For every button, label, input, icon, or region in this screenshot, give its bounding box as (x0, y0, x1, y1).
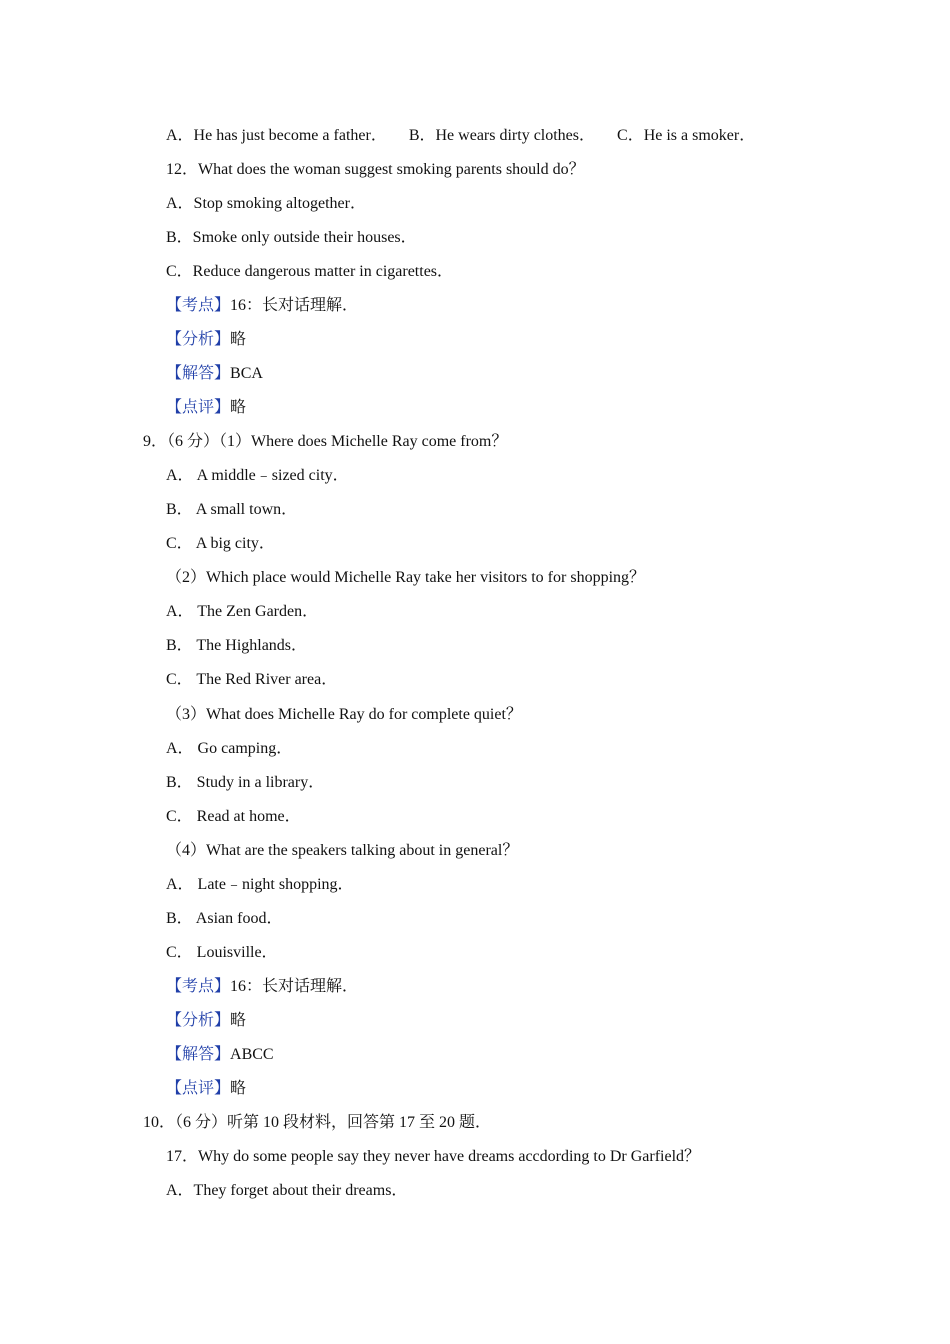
q9-4-option-b: B． Asian food． (166, 910, 283, 927)
fenxi-line (166, 330, 246, 350)
option-c: C．He is a smoker． (617, 127, 756, 144)
option-a: A．He has just become a father． (166, 127, 387, 144)
q9-jieda-line (166, 1045, 274, 1065)
jieda-tag: 【解答】 (166, 1046, 231, 1063)
q9-1-option-c: C． A big city． (166, 535, 275, 552)
q9-fenxi-line (166, 1011, 246, 1031)
q9-2-option-c: C． The Red River area． (166, 671, 338, 688)
kaodian-tag: 【考点】 (166, 978, 231, 995)
q11-options-row (166, 126, 755, 146)
q9-4-option-a: A． Late﹣night shopping． (166, 876, 354, 893)
kaodian-text: 16：长对话理解． (230, 297, 359, 314)
q12-option-a: A．Stop smoking altogether． (166, 195, 366, 212)
q9-3-option-c: C． Read at home． (166, 808, 301, 825)
kaodian-tag: 【考点】 (166, 297, 231, 314)
dianping-text: 略 (230, 1080, 247, 1097)
jieda-text: ABCC (230, 1046, 274, 1063)
dianping-line (166, 398, 246, 418)
q12-question: 12．What does the woman suggest smoking parents should do？ (166, 161, 585, 178)
fenxi-tag: 【分析】 (166, 1012, 231, 1029)
q17-question: 17．Why do some people say they never have dreams accdording to Dr Garfield？ (166, 1148, 701, 1165)
q9-3-option-b: B． Study in a library． (166, 774, 325, 791)
q9-1-option-b: B． A small town． (166, 501, 298, 518)
kaodian-line (166, 296, 358, 316)
q9-2-question: （2）Which place would Michelle Ray take her visitors to for shopping？ (166, 569, 646, 586)
fenxi-text: 略 (230, 331, 247, 348)
jieda-text: BCA (230, 365, 263, 382)
kaodian-text: 16：长对话理解． (230, 978, 359, 995)
fenxi-text: 略 (230, 1012, 247, 1029)
q9-1-option-a: A． A middle﹣sized city． (166, 467, 349, 484)
q9-3-question: （3）What does Michelle Ray do for complete quiet？ (166, 706, 522, 723)
option-b: B．He wears dirty clothes． (408, 127, 596, 144)
dianping-tag: 【点评】 (166, 1080, 231, 1097)
q10-header: 10．（6 分）听第 10 段材料，回答第 17 至 20 题． (143, 1114, 492, 1131)
jieda-tag: 【解答】 (166, 365, 231, 382)
q9-header: 9．（6 分）（1）Where does Michelle Ray come from？ (143, 433, 508, 450)
q9-4-question: （4）What are the speakers talking about in general？ (166, 842, 519, 859)
q12-option-c: C．Reduce dangerous matter in cigarettes． (166, 263, 454, 280)
q9-kaodian-line (166, 977, 358, 997)
dianping-tag: 【点评】 (166, 399, 231, 416)
q9-3-option-a: A． Go camping． (166, 740, 293, 757)
dianping-text: 略 (230, 399, 247, 416)
q9-4-option-c: C． Louisville． (166, 944, 278, 961)
q9-2-option-a: A． The Zen Garden． (166, 603, 319, 620)
q9-2-option-b: B． The Highlands． (166, 637, 308, 654)
q9-dianping-line (166, 1079, 246, 1099)
q12-option-b: B．Smoke only outside their houses． (166, 229, 417, 246)
q17-option-a: A．They forget about their dreams． (166, 1182, 408, 1199)
fenxi-tag: 【分析】 (166, 331, 231, 348)
jieda-line (166, 364, 263, 384)
